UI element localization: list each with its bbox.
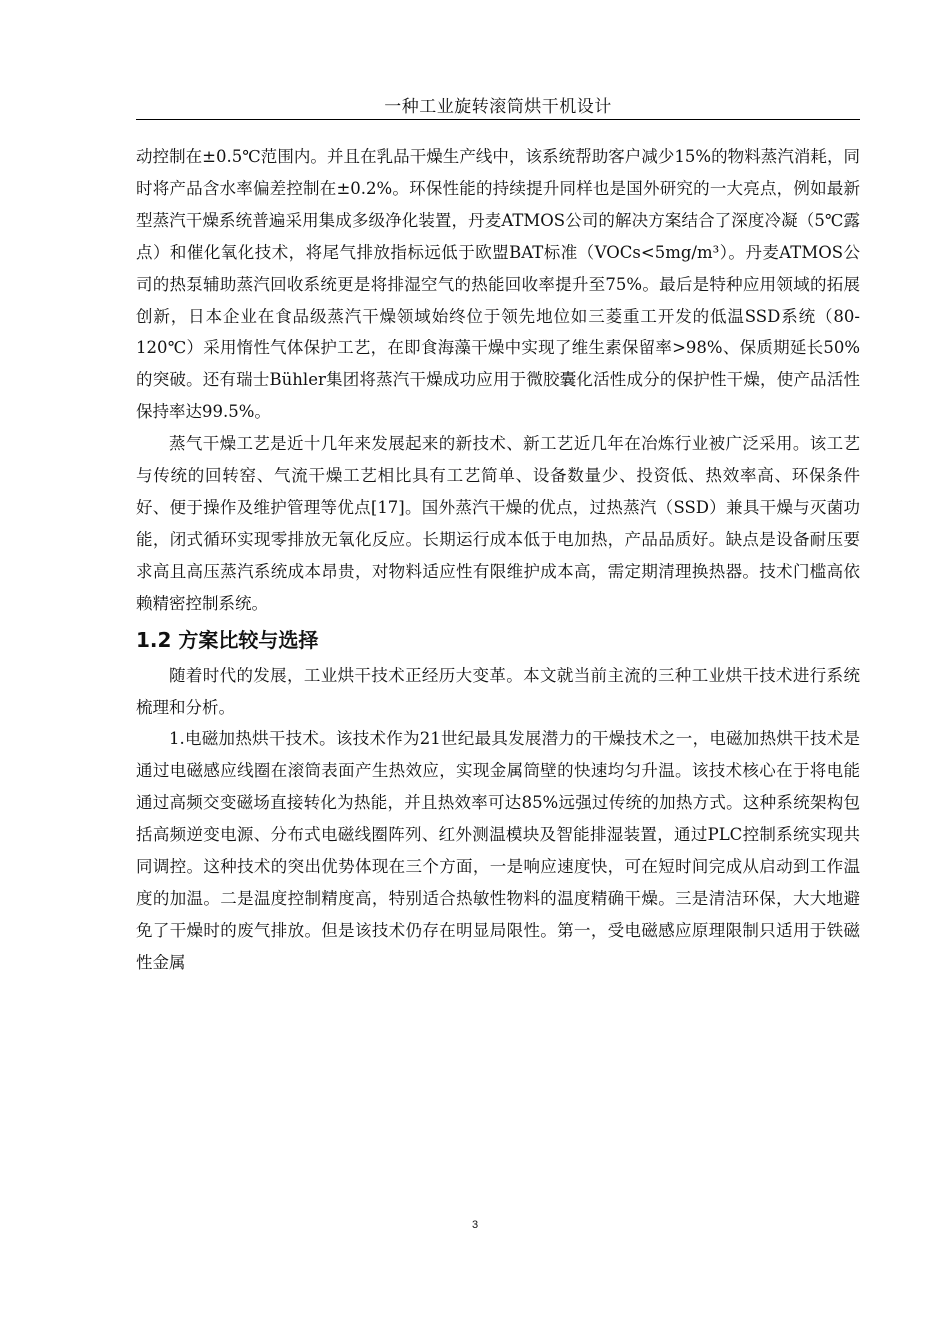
paragraph-steam-drying: 蒸气干燥工艺是近十几年来发展起来的新技术、新工艺近几年在冶炼行业被广泛采用。该工艺与传统的回转窑、气流干燥工艺相比具有工艺简单、设备数量少、投资低、热效率高、环保条件好、便于操作及维护管理等优点[17]。国外蒸汽干燥的优点，过热蒸汽（SSD）兼具干燥与灭菌功能，闭式循环实现零排放无氧化反应。长期运行成本低于电加热，产品品质好。缺点是设备耐压要求高且高压蒸汽系统成本昂贵，对物料适应性有限维护成本高，需定期清理换热器。技术门槛高依赖精密控制系统。 — [136, 434, 860, 613]
paragraph-electromagnetic: 1.电磁加热烘干技术。该技术作为21世纪最具发展潜力的干燥技术之一，电磁加热烘干技术是通过电磁感应线圈在滚筒表面产生热效应，实现金属筒壁的快速均匀升温。该技术核心在于将电能通过高频交变磁场直接转化为热能，并且热效率可达85%远强过传统的加热方式。这种系统架构包括高频逆变电源、分布式电磁线圈阵列、红外测温模块及智能排湿装置，通过PLC控制系统实现共同调控。这种技术的突出优势体现在三个方面，一是响应速度快，可在短时间完成从启动到工作温度的加温。二是温度控制精度高，特别适合热敏性物料的温度精确干燥。三是清洁环保，大大地避免了干燥时的废气排放。但是该技术仍存在明显局限性。第一，受电磁感应原理限制只适用于铁磁性金属 — [136, 729, 860, 972]
page-number: 3 — [471, 1219, 479, 1231]
section-heading: 1.2 方案比较与选择 — [136, 627, 319, 652]
paragraph-continued: 动控制在±0.5℃范围内。并且在乳品干燥生产线中，该系统帮助客户减少15%的物料蒸汽消耗，同时将产品含水率偏差控制在±0.2%。环保性能的持续提升同样也是国外研究的一大亮点，例如最新型蒸汽干燥系统普遍采用集成多级净化装置，丹麦ATMOS公司的解决方案结合了深度冷凝（5℃露点）和催化氧化技术，将尾气排放指标远低于欧盟BAT标准（VOCs<5mg/m³）。丹麦ATMOS公司的热泵辅助蒸汽回收系统更是将排湿空气的热能回收率提升至75%。最后是特种应用领域的拓展创新，日本企业在食品级蒸汽干燥领域始终位于领先地位如三菱重工开发的低温SSD系统（80-120℃）采用惰性气体保护工艺，在即食海藻干燥中实现了维生素保留率>98%、保质期延长50%的突破。还有瑞士Bühler集团将蒸汽干燥成功应用于微胶囊化活性成分的保护性干燥，使产品活性保持率达99.5%。 — [136, 147, 860, 422]
running-header: 一种工业旋转滚筒烘干机设计 — [384, 97, 612, 117]
paragraph-intro: 随着时代的发展，工业烘干技术正经历大变革。本文就当前主流的三种工业烘干技术进行系统梳理和分析。 — [136, 665, 860, 717]
body-text — [136, 141, 860, 979]
header-rule — [136, 119, 860, 120]
